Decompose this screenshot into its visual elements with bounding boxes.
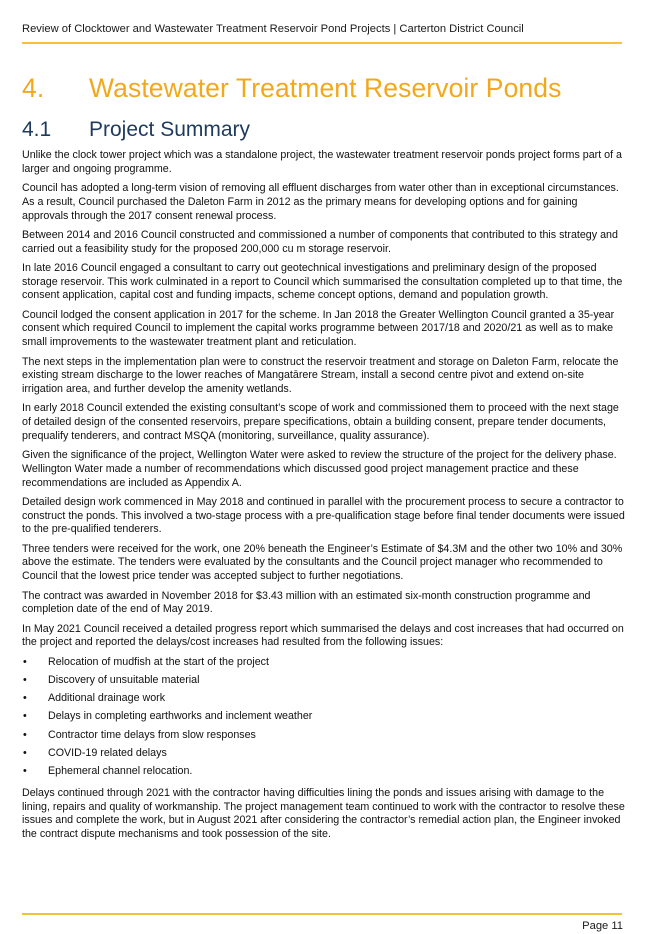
paragraph: In May 2021 Council received a detailed progress report which summarised the delays and cost increases that had occurred on the project and reported the delays/cost increases had resulted from the following issues: [22, 622, 624, 649]
page-number: Page 11 [582, 920, 623, 932]
section-heading [22, 73, 561, 104]
bullet-icon: • [23, 728, 27, 741]
subsection-title: Project Summary [89, 118, 251, 141]
list-item-text: Delays in completing earthworks and inclement weather [48, 710, 313, 723]
closing-paragraph: Delays continued through 2021 with the contractor having difficulties lining the ponds and issues arising with damage to the lining, repairs and quality of workmanship. The project management team continued to work with the contractor to resolve these issues and complete the work, but in August 2021 after considering the contractor’s remedial action plan, the Engineer invoked the contract dispute mechanisms and took possession of the site. [22, 787, 625, 841]
list-item-text: Discovery of unsuitable material [48, 673, 200, 686]
paragraph: Council lodged the consent application in 2017 for the scheme. In Jan 2018 the Greater Wellington Council granted a 35-year consent which required Council to implement the capital works programme between 2017/18 and 2020/21 as well as to make small improvements to the wastewater treatment plant and reticulation. [22, 308, 615, 349]
issues-list [22, 656, 626, 783]
footer-divider [22, 913, 622, 915]
paragraph: Council has adopted a long-term vision of removing all effluent discharges from water other than in exceptional circumstances. As a result, Council purchased the Daleton Farm in 2012 as the primary means for developing options and for gaining approvals through the 2017 consent renewal process. [22, 182, 619, 222]
list-item-text: Relocation of mudfish at the start of the project [48, 655, 269, 668]
list-item [22, 692, 626, 710]
bullet-icon: • [23, 673, 27, 686]
list-item [22, 729, 626, 747]
paragraph: In late 2016 Council engaged a consultant to carry out geotechnical investigations and preliminary design of the proposed storage reservoir. This work culminated in a report to Council which summarised the consultation completed up to that time, the consent application, capital cost and funding impacts, scheme concept options, demand and population growth. [22, 261, 623, 302]
running-header: Review of Clocktower and Wastewater Treatment Reservoir Pond Projects | Carterton District Council [22, 23, 524, 35]
paragraph: Three tenders were received for the work, one 20% beneath the Engineer’s Estimate of $4.3M and the other two 10% and 30% above the estimate. The tenders were evaluated by the consultants and the Council project manager who recommended to Council that the lowest price tender was accepted subject to further negotiations. [22, 542, 623, 583]
section-number: 4. [22, 73, 45, 103]
header-divider [22, 42, 622, 44]
list-item-text: Ephemeral channel relocation. [48, 764, 193, 777]
list-item [22, 656, 626, 674]
paragraph: In early 2018 Council extended the existing consultant’s scope of work and commissioned them to proceed with the next stage of detailed design of the consented reservoirs, prepare specifications, obtain a building consent, prepare tender documents, prequalify tenderers, and contract MSQA (monitoring, surveillance, quality assurance). [22, 402, 619, 442]
paragraph: The next steps in the implementation plan were to construct the reservoir treatment and storage on Daleton Farm, relocate the existing stream discharge to the lower reaches of Mangatārere Stream, install a second centre pivot and extend on-site irrigation area, and further develop the amenity wetlands. [22, 355, 619, 395]
bullet-icon: • [23, 710, 27, 723]
section-title: Wastewater Treatment Reservoir Ponds [89, 73, 562, 103]
list-item-text: COVID-19 related delays [48, 746, 167, 759]
list-item [22, 765, 626, 783]
subsection-number: 4.1 [22, 118, 52, 141]
list-item [22, 674, 626, 692]
paragraph: Detailed design work commenced in May 2018 and continued in parallel with the procurement process to secure a contractor to construct the ponds. This involved a two-stage process with a pre-qualification stage before final tender documents were issued to the pre-qualified tenderers. [22, 495, 625, 536]
bullet-icon: • [23, 764, 27, 777]
list-item-text: Contractor time delays from slow responses [48, 728, 256, 741]
paragraph: The contract was awarded in November 2018 for $3.43 million with an estimated six-month construction programme and completion date of the end of May 2019. [22, 589, 591, 616]
subsection-heading [22, 118, 250, 142]
bullet-icon: • [23, 655, 27, 668]
paragraph: Unlike the clock tower project which was a standalone project, the wastewater treatment reservoir ponds project forms part of a larger and ongoing programme. [22, 149, 622, 175]
list-item [22, 710, 626, 728]
bullet-icon: • [23, 692, 27, 705]
paragraph: Given the significance of the project, Wellington Water were asked to review the structure of the project for the delivery phase. Wellington Water made a number of recommendations which discussed good project management practice and these recommendations are included as Appendix A. [22, 449, 617, 489]
body-content [22, 149, 626, 848]
bullet-icon: • [23, 746, 27, 759]
list-item-text: Additional drainage work [48, 692, 166, 705]
paragraph: Between 2014 and 2016 Council constructed and commissioned a number of components that contributed to this strategy and carried out a feasibility study for the proposed 200,000 cu m storage reservoir. [22, 228, 618, 255]
list-item [22, 747, 626, 765]
